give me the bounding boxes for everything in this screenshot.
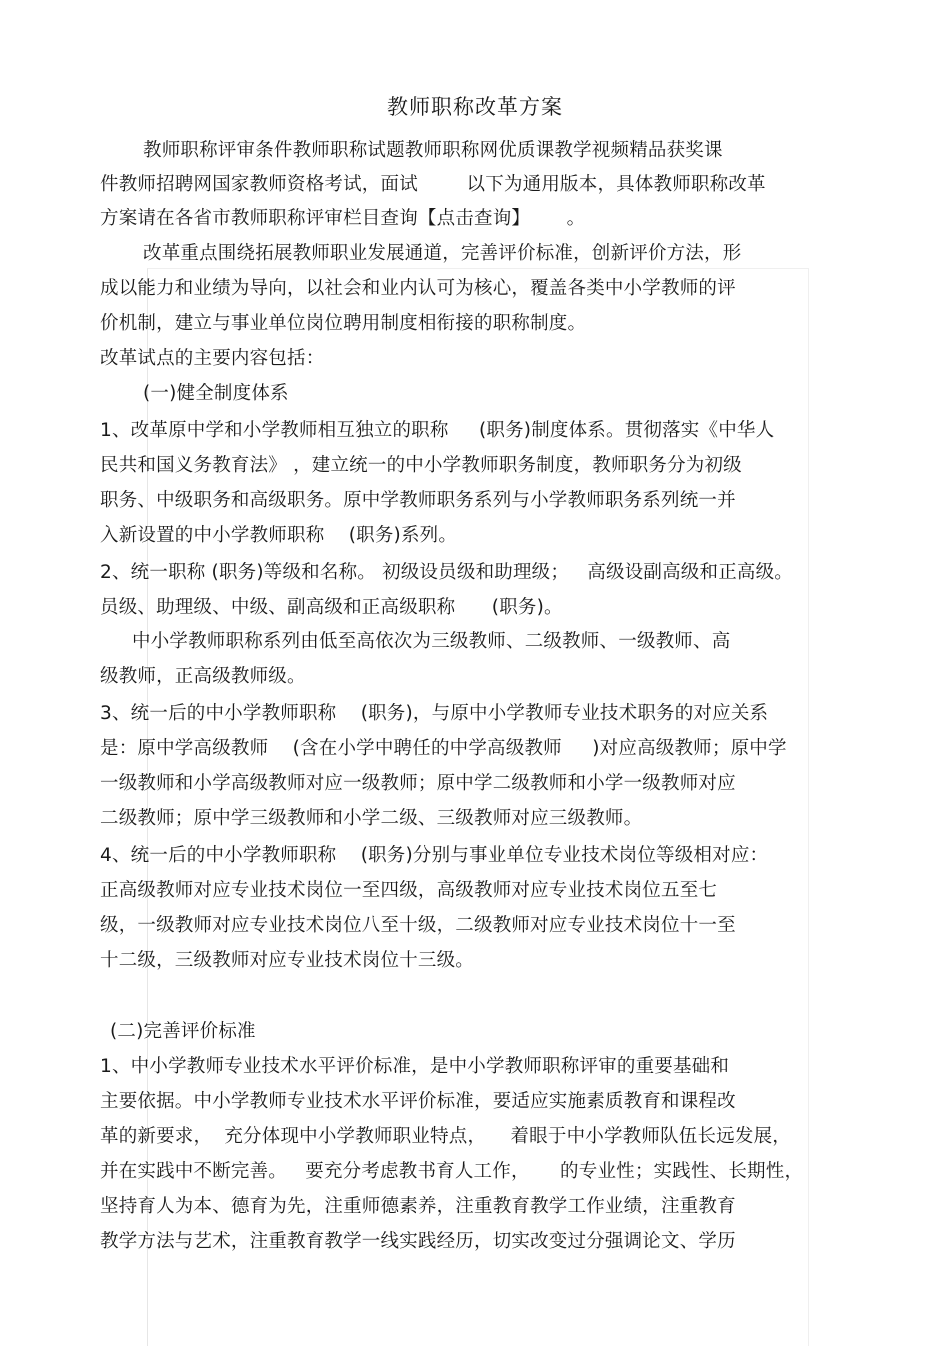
text-line: 改革重点围绕拓展教师职业发展通道，完善评价标准，创新评价方法，形 [143, 243, 742, 264]
text-line: 是：原中学高级教师 (含在小学中聘任的中学高级教师 )对应高级教师；原中学 [100, 738, 787, 759]
text-line: 1、改革原中学和小学教师相互独立的职称 (职务)制度体系。贯彻落实《中华人 [100, 420, 775, 441]
text-line: 教学方法与艺术，注重教育教学一线实践经历，切实改变过分强调论文、学历 [100, 1231, 736, 1252]
text-line: 十二级，三级教师对应专业技术岗位十三级。 [100, 950, 475, 971]
section-heading: (一)健全制度体系 [143, 383, 289, 404]
text-line: 价机制，建立与事业单位岗位聘用制度相衔接的职称制度。 [100, 313, 587, 334]
text-line: 一级教师和小学高级教师对应一级教师；原中学二级教师和小学一级教师对应 [100, 773, 736, 794]
text-line: 职务、中级职务和高级职务。原中学教师职务系列与小学教师职务系列统一并 [100, 490, 736, 511]
text-line: 成以能力和业绩为导向，以社会和业内认可为核心，覆盖各类中小学教师的评 [100, 278, 736, 299]
text-line: 级，一级教师对应专业技术岗位八至十级，二级教师对应专业技术岗位十一至 [100, 915, 736, 936]
text-line: 二级教师；原中学三级教师和小学二级、三级教师对应三级教师。 [100, 808, 643, 829]
text-line: 教师职称评审条件教师职称试题教师职称网优质课教学视频精品获奖课 [143, 140, 723, 161]
text-line: 正高级教师对应专业技术岗位一至四级，高级教师对应专业技术岗位五至七 [100, 880, 718, 901]
text-line: 坚持育人为本、德育为先，注重师德素养，注重教育教学工作业绩，注重教育 [100, 1196, 736, 1217]
text-line: 主要依据。中小学教师专业技术水平评价标准，要适应实施素质教育和课程改 [100, 1091, 736, 1112]
text-line: 方案请在各省市教师职称评审栏目查询【点击查询】 。 [100, 208, 586, 229]
text-line: 件教师招聘网国家教师资格考试，面试 以下为通用版本，具体教师职称改革 [100, 174, 766, 195]
text-line: 员级、助理级、中级、副高级和正高级职称 (职务)。 [100, 597, 563, 618]
text-line: 4、统一后的中小学教师职称 (职务)分别与事业单位专业技术岗位等级相对应： [100, 845, 769, 866]
text-line: 入新设置的中小学教师职称 (职务)系列。 [100, 525, 458, 546]
document-title: 教师职称改革方案 [387, 95, 563, 119]
text-line: 民共和国义务教育法》 ，建立统一的中小学教师职务制度，教师职务分为初级 [100, 455, 742, 476]
text-line: 中小学教师职称系列由低至高依次为三级教师、二级教师、一级教师、高 [132, 631, 731, 652]
text-line: 2、统一职称 (职务)等级和名称。 初级设员级和助理级； 高级设副高级和正高级。 [100, 562, 794, 583]
text-line: 革的新要求， 充分体现中小学教师职业特点， 着眼于中小学教师队伍长远发展， [100, 1126, 791, 1147]
text-line: 3、统一后的中小学教师职称 (职务)，与原中小学教师专业技术职务的对应关系 [100, 703, 769, 724]
text-line: 改革试点的主要内容包括： [100, 348, 325, 369]
text-line: 1、中小学教师专业技术水平评价标准，是中小学教师职称评审的重要基础和 [100, 1056, 730, 1077]
section-heading: (二)完善评价标准 [110, 1021, 256, 1042]
text-line: 并在实践中不断完善。 要充分考虑教书育人工作， 的专业性；实践性、长期性， [100, 1161, 804, 1182]
text-line: 级教师，正高级教师级。 [100, 666, 306, 687]
